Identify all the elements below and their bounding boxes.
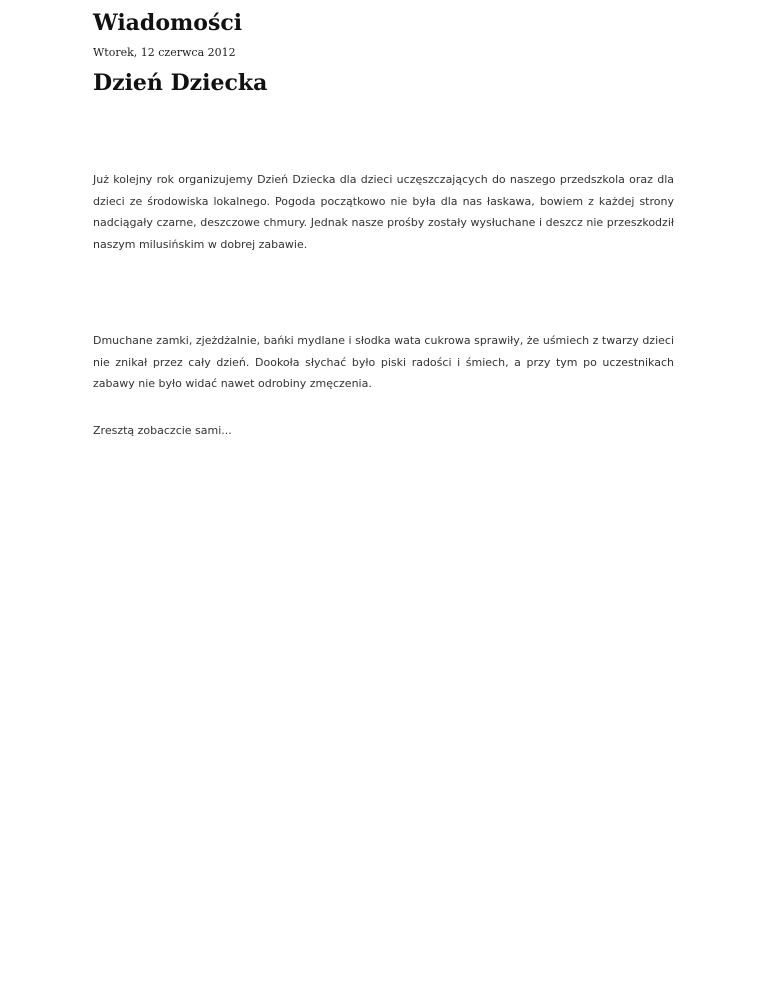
post-paragraph-1: Już kolejny rok organizujemy Dzień Dziecka dla dzieci uczęszczających do naszego przedszkola oraz dla dzieci ze środowiska lokalnego. Pogoda początkowo nie była dla nas łaskawa, bowiem z każdej strony nadciągały czarne, deszczowe chmury. Jednak nasze prośby zostały wysłuchane i deszcz nie przeszkodził naszym milusińskim w dobrej zabawie. [93, 173, 674, 251]
post-date: Wtorek, 12 czerwca 2012 [93, 46, 236, 59]
post-paragraph-3: Zresztą zobaczcie sami... [93, 424, 232, 437]
blog-title[interactable]: Wiadomości [93, 10, 243, 36]
post-paragraph-2: Dmuchane zamki, zjeżdżalnie, bańki mydlane i słodka wata cukrowa sprawiły, że uśmiech z twarzy dzieci nie znikał przez cały dzień. Dookoła słychać było piski radości i śmiech, a przy tym po uczestnikach zabawy nie było widać nawet odrobiny zmęczenia. [93, 334, 674, 390]
post-title[interactable]: Dzień Dziecka [93, 70, 268, 96]
